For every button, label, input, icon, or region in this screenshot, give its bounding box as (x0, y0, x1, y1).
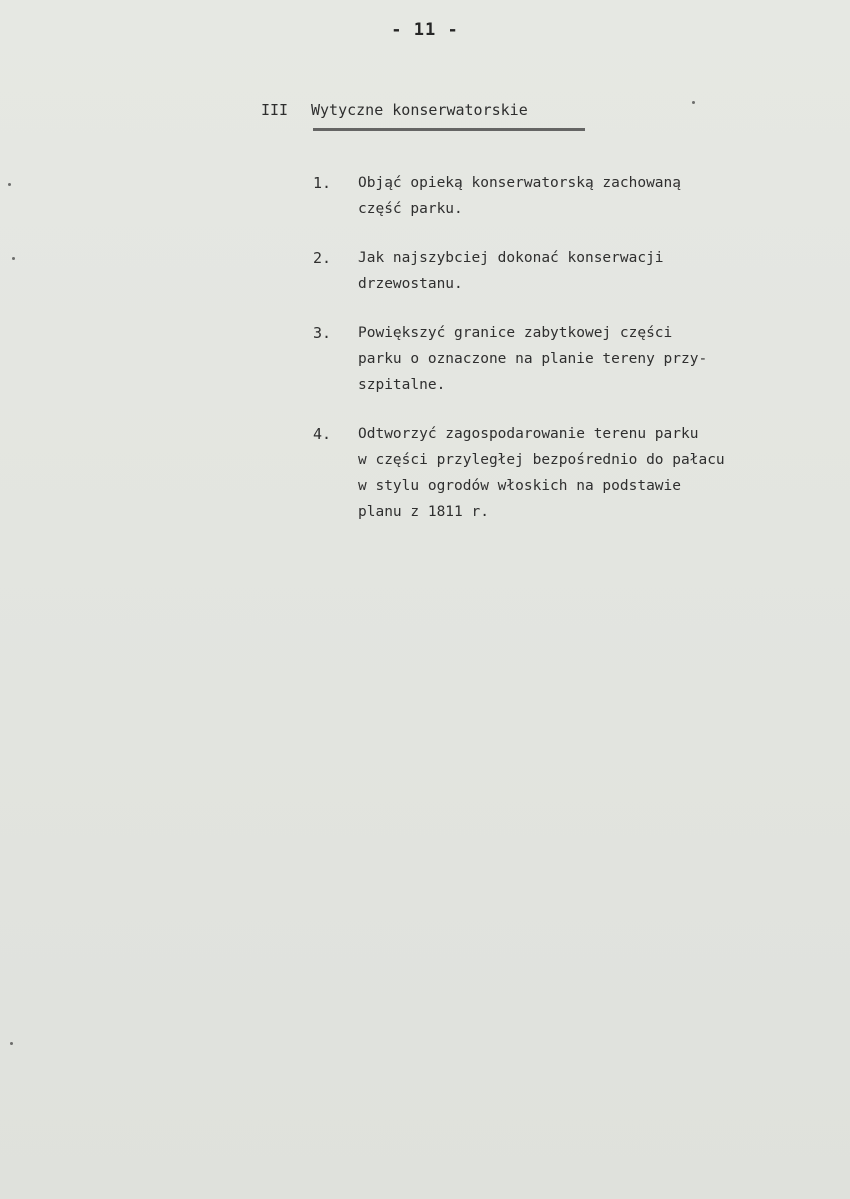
list-item-number: 3. (313, 324, 332, 342)
list-item-number: 2. (313, 249, 332, 267)
list-item-text: Odtworzyć zagospodarowanie terenu parku w części przyległej bezpośrednio do pałacu w stylu ogrodów włoskich na podstawie planu z 1811 r. (358, 426, 725, 520)
list-item-text: Objąć opieką konserwatorską zachowaną część parku. (358, 175, 682, 217)
scan-speck (692, 101, 695, 104)
list-item (313, 170, 833, 222)
page-number: - 11 - (391, 20, 459, 40)
list-item-text: Powiększyć granice zabytkowej części parku o oznaczone na planie tereny przy- szpitalne. (358, 325, 708, 393)
scan-speck (12, 257, 15, 260)
list-item-number: 1. (313, 174, 332, 192)
guidelines-list (313, 170, 833, 548)
list-item (313, 421, 833, 525)
list-item-number: 4. (313, 425, 332, 443)
list-item (313, 320, 833, 398)
section-title: Wytyczne konserwatorskie (311, 101, 528, 119)
list-item (313, 245, 833, 297)
section-title-underline (313, 128, 585, 131)
section-roman-numeral: III (261, 101, 289, 119)
section-header (261, 101, 528, 119)
scan-speck (8, 183, 11, 186)
scan-speck (10, 1042, 13, 1045)
list-item-text: Jak najszybciej dokonać konserwacji drzewostanu. (358, 250, 664, 292)
